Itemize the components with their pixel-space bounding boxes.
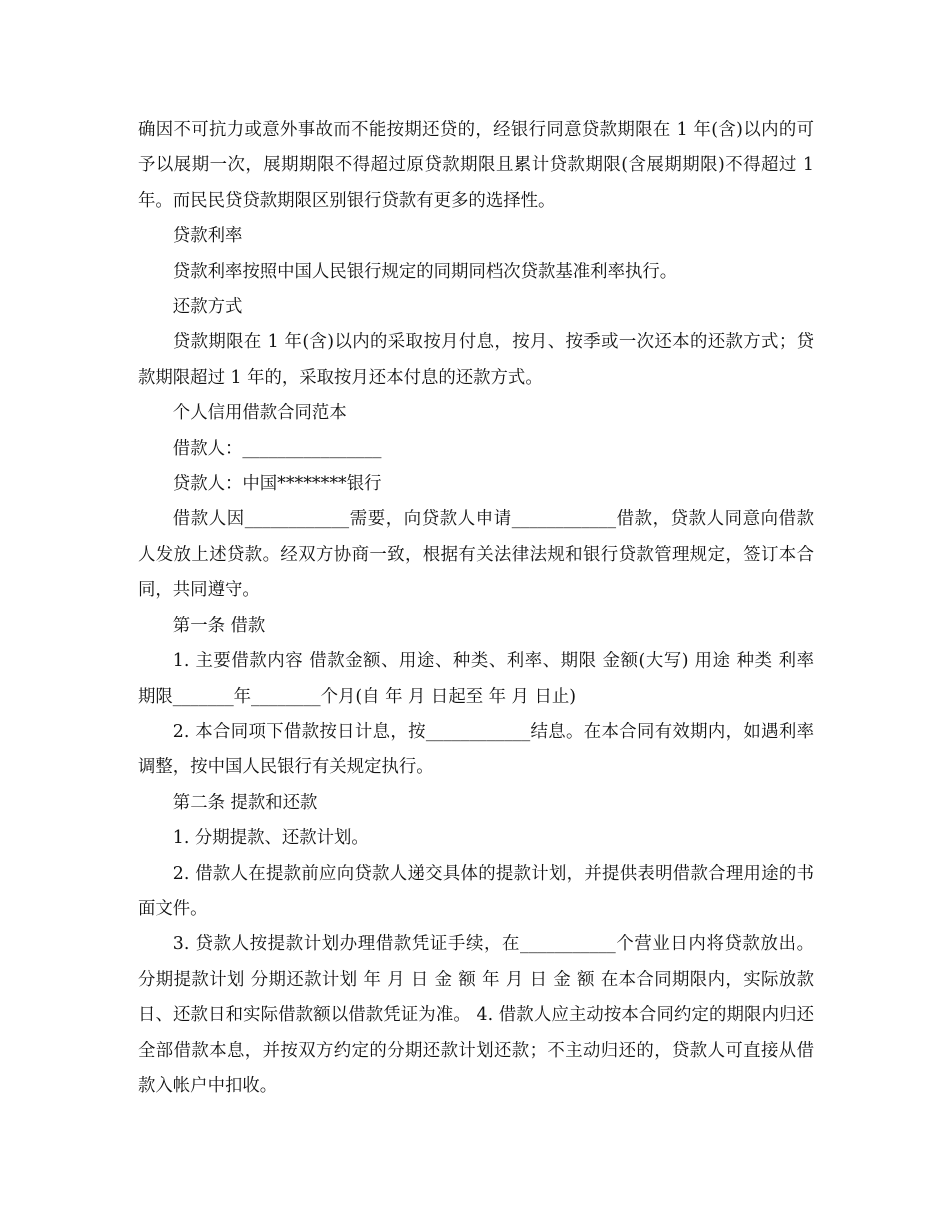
paragraph-interest-rate: 贷款利率按照中国人民银行规定的同期同档次贷款基准利率执行。 <box>172 261 678 282</box>
heading-loan-interest-rate: 贷款利率 <box>172 226 243 247</box>
clause-disbursement-and-repayment: 3. 贷款人按提款计划办理借款凭证手续，在___________个营业日内将贷款放出。 分期提款计划 分期还款计划 年 月 日 金 额 年 月 日 金 额 在本合同期限内，实际放款日、还款日和实际借款额以借款凭证为准。 4. 借款人应主动按本合同约定的期限内归还全部借款本息，并按双方约定的分期还款计划还款；不主动归还的，贷款人可直接从借款入帐户中扣收。 <box>138 934 814 1096</box>
paragraph-repayment-method: 贷款期限在 1 年(含)以内的采取按月付息，按月、按季或一次还本的还款方式；贷款期限超过 1 年的，采取按月还本付息的还款方式。 <box>138 332 814 388</box>
heading-contract-template: 个人信用借款合同范本 <box>172 403 347 424</box>
borrower-field: 借款人：________________ <box>172 438 382 459</box>
clause-interest-calculation: 2. 本合同项下借款按日计息，按____________结息。在本合同有效期内，如遇利率调整，按中国人民银行有关规定执行。 <box>138 721 814 778</box>
clause-drawdown-plan-submission: 2. 借款人在提款前应向贷款人递交具体的提款计划，并提供表明借款合理用途的书面文件。 <box>138 863 814 919</box>
paragraph-contract-preamble: 借款人因____________需要，向贷款人申请____________借款，贷款人同意向借款人发放上述贷款。经双方协商一致，根据有关法律法规和银行贷款管理规定，签订本合同，共同遵守。 <box>138 509 814 601</box>
paragraph-loan-term-extension: 确因不可抗力或意外事故而不能按期还贷的，经银行同意贷款期限在 1 年(含)以内的可予以展期一次，展期期限不得超过原贷款期限且累计贷款期限(含展期期限)不得超过 1 年。而民民贷贷款期限区别银行贷款有更多的选择性。 <box>138 120 814 211</box>
lender-field: 贷款人：中国********银行 <box>172 474 382 495</box>
heading-article-one-loan: 第一条 借款 <box>172 615 266 636</box>
document-body <box>138 113 814 1104</box>
heading-repayment-method: 还款方式 <box>172 297 243 318</box>
clause-main-loan-content: 1. 主要借款内容 借款金额、用途、种类、利率、期限 金额(大写) 用途 种类 利率 期限_______年________个月(自 年 月 日起至 年 月 日止) <box>138 651 814 707</box>
clause-installment-plan: 1. 分期提款、还款计划。 <box>172 828 369 849</box>
heading-article-two-drawdown-repayment: 第二条 提款和还款 <box>172 792 318 813</box>
